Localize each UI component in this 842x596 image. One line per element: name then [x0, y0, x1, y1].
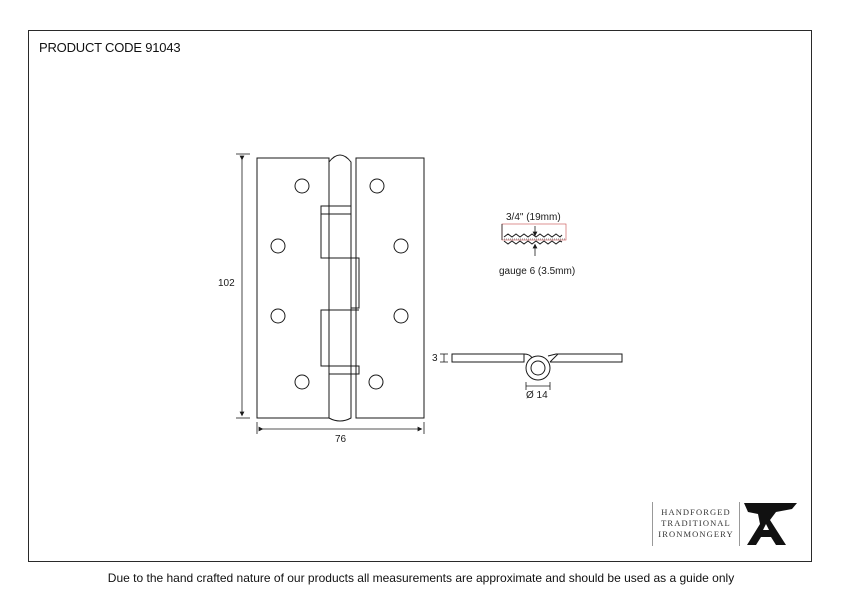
side-knuckle-outer [526, 356, 550, 380]
screw-detail [502, 224, 566, 256]
hinge-right-leaf [356, 158, 424, 418]
thickness-label: 3 [432, 353, 438, 364]
footer-disclaimer: Due to the hand crafted nature of our products all measurements are approximate and should be used as a guide only [107, 571, 735, 585]
logo-divider [739, 502, 740, 546]
logo-line-1: HANDFORGED [661, 507, 731, 517]
screw-hole [394, 239, 408, 253]
height-label: 102 [218, 278, 235, 289]
screw-hole [295, 375, 309, 389]
hinge-left-leaf [257, 158, 329, 418]
hinge-side-view [440, 354, 622, 390]
diameter-label: Ø 14 [526, 390, 548, 401]
side-knuckle-inner [531, 361, 545, 375]
width-label: 76 [335, 434, 347, 445]
logo-divider [652, 502, 653, 546]
screw-length-label: 3/4" (19mm) [506, 212, 561, 223]
screw-hole [271, 239, 285, 253]
hinge-knuckle [329, 155, 351, 421]
screw-hole [370, 179, 384, 193]
screw-hole [369, 375, 383, 389]
hinge-front-view [257, 155, 424, 421]
screw-hole [271, 309, 285, 323]
height-dimension [236, 154, 250, 418]
logo-line-3: IRONMONGERY [658, 529, 734, 539]
logo-line-2: TRADITIONAL [661, 518, 731, 528]
screw-hole [394, 309, 408, 323]
logo-text [656, 507, 736, 540]
screw-hole [295, 179, 309, 193]
product-code: PRODUCT CODE 91043 [39, 40, 181, 55]
width-dimension [257, 422, 424, 434]
anvil-logo-icon [744, 503, 797, 545]
screw-gauge-label: gauge 6 (3.5mm) [499, 266, 576, 277]
